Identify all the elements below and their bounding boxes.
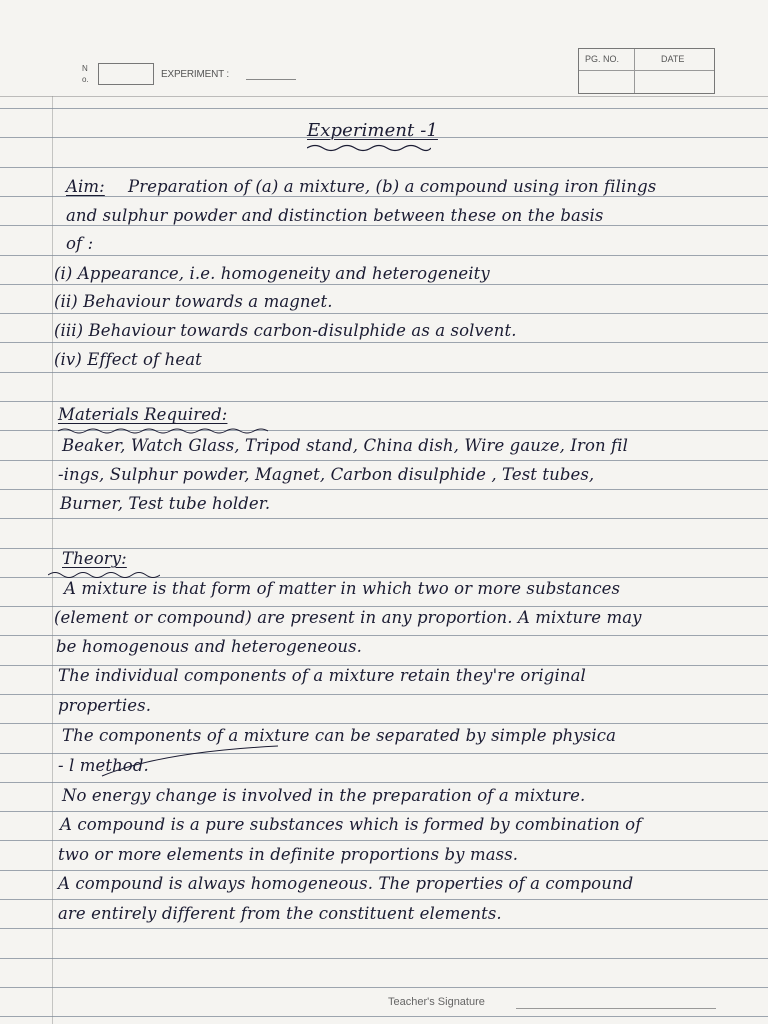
ruled-line (0, 518, 768, 519)
ruled-line (0, 899, 768, 900)
ruled-line (0, 723, 768, 724)
teacher-signature-label: Teacher's Signature (388, 996, 485, 1008)
aim-point-2: (ii) Behaviour towards a magnet. (54, 292, 333, 311)
theory-line-11: A compound is always homogeneous. The properties of a compound (58, 874, 634, 893)
ruled-line (0, 401, 768, 402)
header-rule (0, 96, 768, 97)
theory-line-3: be homogenous and heterogeneous. (56, 637, 363, 656)
aim-line-3: of : (66, 234, 94, 253)
page-number-label: PG. NO. (579, 49, 635, 71)
page-title: Experiment -1 (307, 120, 438, 141)
theory-line-9: A compound is a pure substances which is formed by combination of (60, 815, 642, 834)
ruled-line (0, 1016, 768, 1017)
theory-line-8: No energy change is involved in the preparation of a mixture. (62, 786, 586, 805)
ruled-line (0, 870, 768, 871)
signature-blank (516, 1008, 716, 1009)
number-box (98, 63, 154, 85)
materials-line-2: -ings, Sulphur powder, Magnet, Carbon disulphide , Test tubes, (58, 465, 595, 484)
ruled-line (0, 782, 768, 783)
ruled-line (0, 694, 768, 695)
theory-line-5: properties. (58, 696, 152, 715)
number-label: N o. (82, 64, 89, 84)
materials-heading: Materials Required: (58, 405, 228, 424)
ruled-line (0, 606, 768, 607)
materials-wavy-underline (58, 427, 268, 435)
aim-line-2: and sulphur powder and distinction between these on the basis (66, 206, 604, 225)
theory-line-4: The individual components of a mixture retain they're original (58, 666, 586, 685)
ruled-line (0, 342, 768, 343)
ruled-line (0, 108, 768, 109)
margin-line (52, 96, 53, 1024)
ruled-line (0, 284, 768, 285)
theory-line-1: A mixture is that form of matter in which two or more substances (64, 579, 621, 598)
title-wavy-underline (307, 143, 431, 153)
theory-line-6: The components of a mixture can be separated by simple physica (62, 726, 617, 745)
ruled-line (0, 460, 768, 461)
date-label: DATE (635, 49, 714, 71)
ruled-line (0, 255, 768, 256)
theory-line-12: are entirely different from the constituent elements. (58, 904, 502, 923)
aim-point-1: (i) Appearance, i.e. homogeneity and heterogeneity (54, 264, 490, 283)
page-number-cell (579, 71, 635, 93)
ruled-line (0, 489, 768, 490)
ruled-line (0, 372, 768, 373)
theory-heading: Theory: (62, 549, 127, 568)
strike-stroke (100, 744, 280, 778)
ruled-line (0, 987, 768, 988)
ruled-line (0, 958, 768, 959)
date-cell (635, 71, 714, 93)
ruled-line (0, 167, 768, 168)
materials-line-1: Beaker, Watch Glass, Tripod stand, China dish, Wire gauze, Iron fil (62, 436, 629, 455)
aim-point-4: (iv) Effect of heat (54, 350, 202, 369)
ruled-line (0, 928, 768, 929)
ruled-line (0, 196, 768, 197)
ruled-line (0, 840, 768, 841)
page-date-box (578, 48, 715, 94)
aim-point-3: (iii) Behaviour towards carbon-disulphide as a solvent. (54, 321, 517, 340)
ruled-line (0, 225, 768, 226)
experiment-blank (246, 79, 296, 80)
ruled-line (0, 635, 768, 636)
materials-line-3: Burner, Test tube holder. (60, 494, 271, 513)
theory-line-2: (element or compound) are present in any proportion. A mixture may (54, 608, 642, 627)
ruled-line (0, 811, 768, 812)
ruled-line (0, 313, 768, 314)
aim-label: Aim: (66, 177, 105, 196)
aim-line-1: Preparation of (a) a mixture, (b) a compound using iron filings (128, 177, 657, 196)
experiment-label: EXPERIMENT : (161, 69, 229, 80)
theory-line-7: - l method. (58, 756, 149, 775)
theory-line-10: two or more elements in definite proportions by mass. (58, 845, 519, 864)
